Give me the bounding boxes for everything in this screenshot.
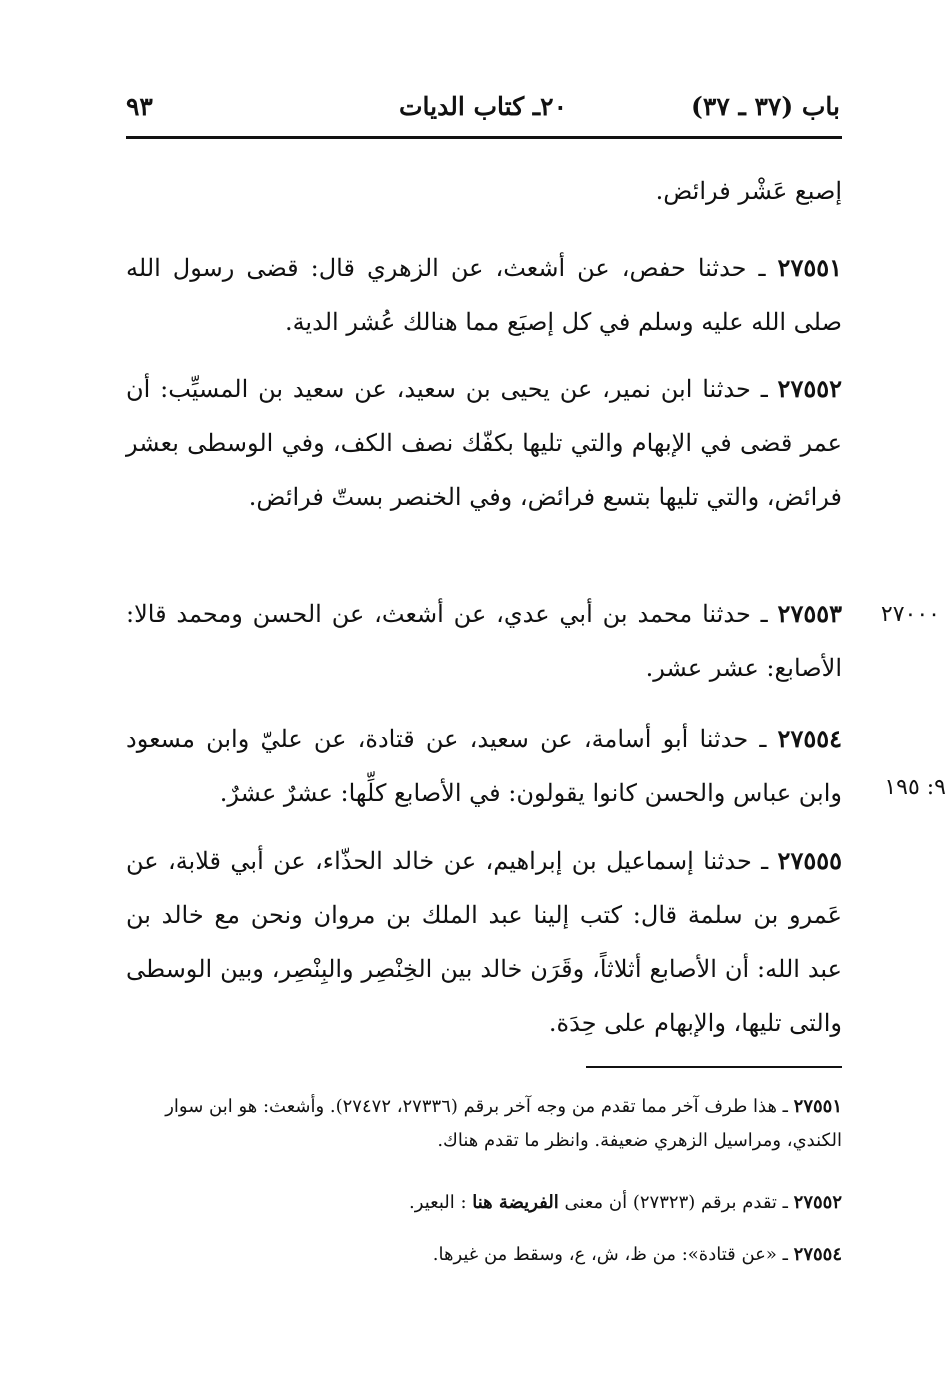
footnote-text-end: : البعير. xyxy=(409,1192,473,1213)
footnote-number: ٢٧٥٥٤ xyxy=(793,1244,842,1265)
hadith-number: ٢٧٥٥٢ xyxy=(777,374,842,403)
footnote-number: ٢٧٥٥١ xyxy=(793,1096,842,1117)
page-header xyxy=(126,92,840,126)
page-number: ٩٣ xyxy=(126,92,153,121)
hadith-number: ٢٧٥٥٤ xyxy=(777,724,842,753)
footnote-27554 xyxy=(126,1238,842,1272)
hadith-27552 xyxy=(126,362,842,524)
footnote-text: ـ تقدم برقم (٢٧٣٢٣) أن معنى xyxy=(558,1192,794,1213)
hadith-text: ـ حدثنا أبو أسامة، عن سعيد، عن قتادة، عن عليّ وابن مسعود وابن عباس والحسن كانوا يقولون: في الأصابع كلِّها: عشرٌ عشرٌ. xyxy=(126,725,842,807)
hadith-text: ـ حدثنا محمد بن أبي عدي، عن أشعث، عن الحسن ومحمد قالا: الأصابع: عشر عشر. xyxy=(126,600,842,682)
book-title: ٢٠ـ كتاب الديات xyxy=(399,92,567,121)
margin-note-27000: ٢٧٠٠٠ xyxy=(880,602,940,627)
footnote-27552 xyxy=(126,1186,842,1220)
chapter-title: باب (٣٧ ـ ٣٧) xyxy=(691,92,840,121)
footnote-rule xyxy=(586,1066,842,1068)
paragraph-continuation xyxy=(126,164,842,218)
footnote-27551 xyxy=(126,1090,842,1158)
margin-note-195: ٩: ١٩٥ xyxy=(884,775,946,800)
footnote-number: ٢٧٥٥٢ xyxy=(793,1192,842,1213)
paragraph-text: إصبع عَشْر فرائض. xyxy=(655,177,842,205)
hadith-text: ـ حدثنا إسماعيل بن إبراهيم، عن خالد الحذّاء، عن أبي قلابة، عن عَمرو بن سلمة قال: كتب إلينا عبد الملك بن مروان ونحن مع خالد بن عبد الله: أن الأصابع أثلاثاً، وقَرَن خالد بين الخِنْصِر والبِنْصِر، وبين الوسطى والتى تليها، والإبهام على حِدَة. xyxy=(126,847,842,1037)
header-rule xyxy=(126,136,842,139)
hadith-text: ـ حدثنا حفص، عن أشعث، عن الزهري قال: قضى رسول الله صلى الله عليه وسلم في كل إصبَع مما هنالك عُشر الدية. xyxy=(126,254,842,336)
footnote-bold-term: الفريضة هنا xyxy=(472,1192,559,1213)
footnote-text: ـ هذا طرف آخر مما تقدم من وجه آخر برقم (٢٧٣٣٦، ٢٧٤٧٢). وأشعث: هو ابن سوار الكندي، ومراسيل الزهري ضعيفة. وانظر ما تقدم هناك. xyxy=(165,1096,842,1151)
hadith-number: ٢٧٥٥١ xyxy=(777,253,842,282)
footnote-text: ـ «عن قتادة»: من ظ، ش، ع، وسقط من غيرها. xyxy=(432,1244,794,1265)
hadith-text: ـ حدثنا ابن نمير، عن يحيى بن سعيد، عن سعيد بن المسيِّب: أن عمر قضى في الإبهام والتي تليها بكفّك نصف الكف، وفي الوسطى بعشر فرائض، والتي تليها بتسع فرائض، وفي الخنصر بستّ فرائض. xyxy=(126,375,842,511)
hadith-number: ٢٧٥٥٣ xyxy=(777,599,842,628)
hadith-27555 xyxy=(126,834,842,1050)
hadith-27554 xyxy=(126,712,842,820)
hadith-27553 xyxy=(126,587,842,695)
hadith-number: ٢٧٥٥٥ xyxy=(777,846,842,875)
hadith-27551 xyxy=(126,241,842,349)
